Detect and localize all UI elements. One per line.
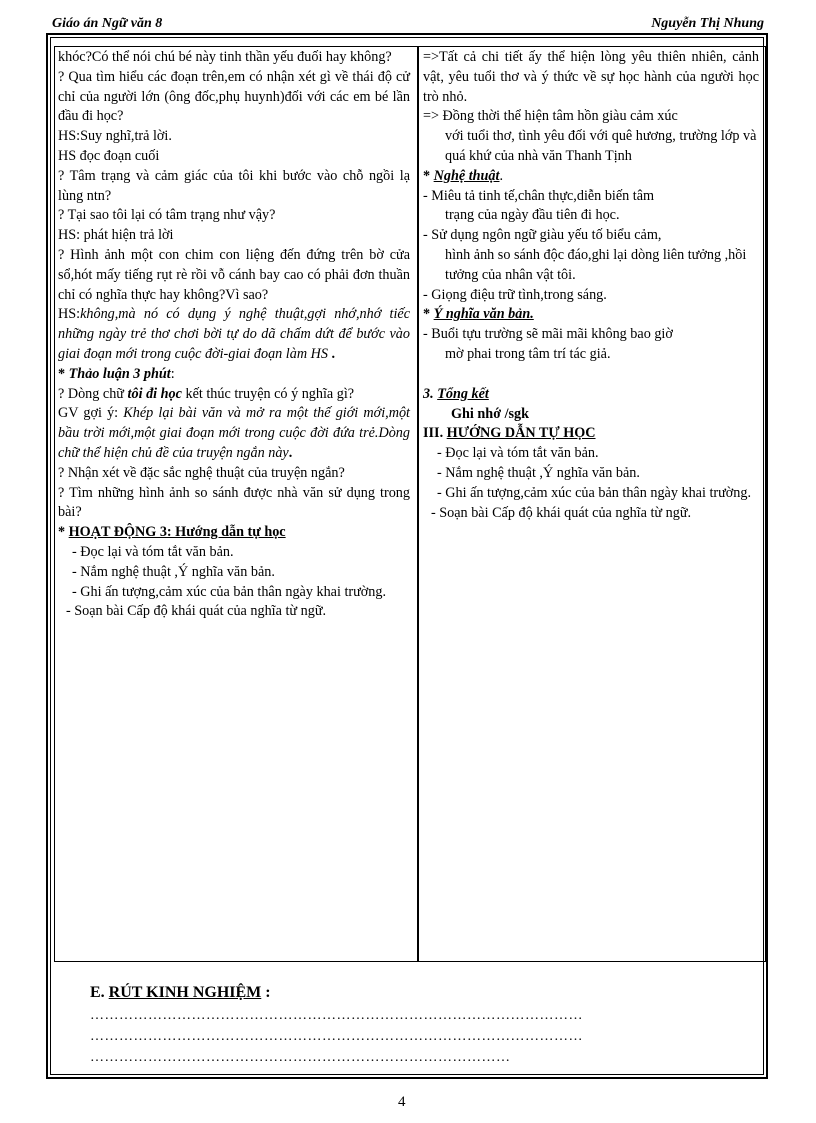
spacer	[423, 365, 759, 385]
left-guide-1: - Đọc lại và tóm tắt văn bản.	[72, 543, 234, 560]
page-header	[50, 16, 766, 34]
art-star: *	[423, 167, 434, 184]
summary-number: 3.	[423, 385, 438, 402]
left-para-5: ? Tâm trạng và cảm giác của tôi khi bước vào chỗ ngồi lạ lùng ntn?	[58, 167, 410, 204]
left-para-9	[58, 305, 410, 364]
activity-title: HOẠT ĐỘNG 3: Hướng dẫn tự học	[68, 524, 286, 541]
right-para-1: =>Tất cả chi tiết ấy thể hiện lòng yêu thiên nhiên, cảnh vật, yêu tuổi thơ và ý thức về sự học hành của người học trò nhỏ.	[423, 49, 759, 105]
left-para-2: ? Qua tìm hiểu các đoạn trên,em có nhận xét gì về thái độ cử chỉ của người lớn (ông đốc,phụ huynh)đối với các em bé lần đầu đi học?	[58, 68, 410, 125]
right-guide-3	[423, 484, 759, 504]
right-guide-1: - Đọc lại và tóm tắt văn bản.	[437, 445, 599, 462]
right-para-2b: với tuổi thơ, tình yêu đối với quê hương, trường lớp và quá khứ của nhà văn Thanh Tịnh	[445, 128, 757, 164]
gv-hint-italic: Khép lại bài văn và mở ra một thế giới mới,một bầu trời mới,một giai đoạn mới trong cuộc đời đứa trẻ.Dòng chữ thể hiện chủ đề của truyện ngắn này	[58, 405, 410, 461]
left-guide-4: - Soạn bài Cấp độ khái quát của nghĩa từ ngữ.	[66, 603, 327, 620]
discussion-star: *	[58, 365, 69, 382]
activity-3-heading	[58, 523, 410, 543]
art-heading	[423, 167, 759, 187]
page-number: 4	[398, 1094, 406, 1110]
right-guide-4: - Soạn bài Cấp độ khái quát của nghĩa từ ngữ.	[431, 504, 692, 521]
hs-answer-end: .	[327, 345, 336, 362]
left-para-1: khóc?Có thể nói chú bé này tinh thần yếu đuối hay không?	[58, 49, 392, 65]
left-para-3: HS:Suy nghĩ,trả lời.	[58, 128, 172, 145]
gv-hint-end: .	[288, 444, 293, 461]
left-para-4: HS đọc đoạn cuối	[58, 147, 160, 164]
meaning-item-a: - Buổi tựu trường sẽ mãi mãi không bao giờ	[423, 326, 673, 343]
left-para-7: HS: phát hiện trả lời	[58, 227, 174, 244]
discussion-heading	[58, 365, 410, 385]
discussion-colon: :	[170, 365, 175, 382]
left-guide-2: - Nắm nghệ thuật ,Ý nghĩa văn bản.	[72, 563, 275, 580]
header-left: Giáo án Ngữ văn 8	[52, 16, 163, 31]
guide-number: III.	[423, 425, 447, 442]
art-item-1b: trạng của ngày đầu tiên đi học.	[445, 207, 620, 224]
left-guide-3	[58, 583, 410, 603]
experience-heading	[90, 984, 271, 1002]
experience-prefix: E.	[90, 984, 109, 1001]
discussion-title: Thảo luận 3 phút	[68, 365, 171, 382]
left-para-6: ? Tại sao tôi lại có tâm trạng như vậy?	[58, 207, 276, 224]
q-prefix: ? Dòng chữ	[58, 385, 128, 402]
left-column	[58, 48, 410, 622]
meaning-title: Ý nghĩa văn bản.	[433, 306, 534, 323]
meaning-star: *	[423, 306, 434, 323]
dotted-line-1: …………………………………………………………………………………………	[90, 1008, 583, 1023]
right-para-2a: => Đồng thời thể hiện tâm hồn giàu cảm xúc	[423, 108, 678, 125]
guide-title: HƯỚNG DẪN TỰ HỌC	[446, 425, 596, 442]
meaning-heading	[423, 305, 759, 325]
summary-heading	[423, 385, 759, 405]
meaning-item-b: mờ phai trong tâm trí tác giả.	[445, 345, 611, 362]
summary-title: Tổng kết	[437, 385, 489, 402]
summary-note: Ghi nhớ /sgk	[451, 405, 530, 422]
right-guide-2: - Nắm nghệ thuật ,Ý nghĩa văn bản.	[437, 464, 640, 481]
header-right: Nguyễn Thị Nhung	[651, 16, 764, 31]
art-item-2a: - Sử dụng ngôn ngữ giàu yếu tố biểu cảm,	[423, 227, 662, 244]
left-para-8: ? Hình ảnh một con chim con liệng đến đứng trên bờ cửa sổ,hót mấy tiếng rụt rè rồi vỗ cánh bay cao có phải đơn thuần chỉ có nghĩa thực hay không?Vì sao?	[58, 246, 410, 303]
column-divider	[417, 46, 419, 962]
experience-title: RÚT KINH NGHIỆM	[108, 984, 262, 1001]
dotted-line-2: …………………………………………………………………………………………	[90, 1029, 583, 1044]
hs-label: HS:	[58, 306, 81, 323]
right-column	[423, 48, 759, 523]
left-guide-3-text: - Ghi ấn tượng,cảm xúc của bản thân ngày khai trường.	[72, 583, 387, 600]
left-para-12	[58, 404, 410, 463]
left-para-13: ? Nhận xét về đặc sắc nghệ thuật của truyện ngắn?	[58, 464, 345, 481]
guide-heading	[423, 424, 759, 444]
activity-star: *	[58, 524, 69, 541]
right-guide-3-text: - Ghi ấn tượng,cảm xúc của bản thân ngày khai trường.	[437, 484, 752, 501]
art-title: Nghệ thuật	[433, 167, 500, 184]
dotted-line-3: ……………………………………………………………………………	[90, 1050, 511, 1065]
q-suffix: kết thúc truyện có ý nghĩa gì?	[181, 385, 355, 402]
art-item-3: - Giọng điệu trữ tình,trong sáng.	[423, 286, 607, 303]
left-para-14: ? Tìm những hình ảnh so sánh được nhà văn sử dụng trong bài?	[58, 484, 410, 521]
hs-answer-italic: không,mà nó có dụng ý nghệ thuật,gợi nhớ,nhớ tiếc những ngày trẻ thơ chơi bời tự do dã chấm dứt để bước vào giai đoạn mới trong cuộc đời-giai đoạn làm HS	[58, 306, 410, 362]
left-para-11	[58, 385, 410, 405]
experience-colon: :	[261, 984, 271, 1001]
art-dot: .	[499, 167, 504, 184]
art-item-1a: - Miêu tả tinh tế,chân thực,diễn biến tâm	[423, 187, 655, 204]
gv-label: GV gợi ý:	[58, 405, 124, 422]
art-item-2b: hình ảnh so sánh độc đáo,ghi lại dòng liên tưởng ,hồi tưởng của nhân vật tôi.	[445, 246, 747, 283]
q-keyword: tôi đi học	[127, 385, 182, 402]
